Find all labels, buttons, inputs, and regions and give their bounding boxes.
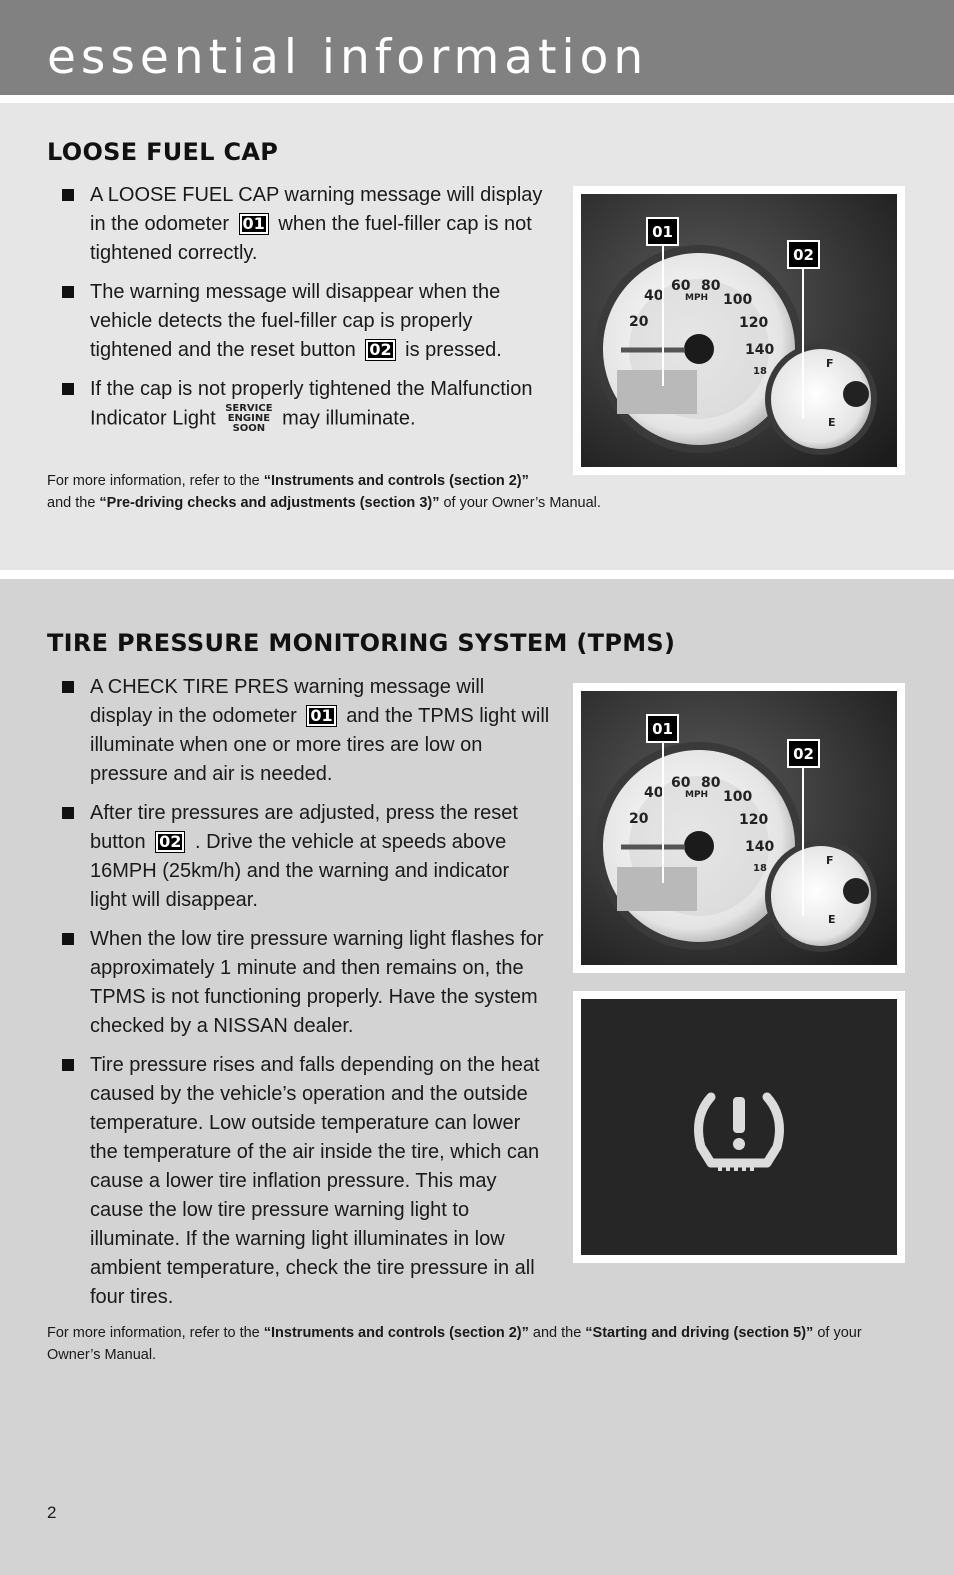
bullet-list <box>60 673 550 1312</box>
gauge-label: 18 <box>753 863 767 874</box>
divider <box>0 95 954 103</box>
page-title: essential information <box>47 30 649 85</box>
service-engine-soon-icon: SERVICE ENGINE SOON <box>225 403 273 434</box>
bullet-square-icon <box>62 286 74 298</box>
bullet-square-icon <box>62 383 74 395</box>
callout-tag: 02 <box>155 831 185 853</box>
callout-02: 02 <box>793 246 814 264</box>
bullet-square-icon <box>62 681 74 693</box>
gauge-cluster-photo <box>573 683 905 973</box>
gauge-label: 18 <box>753 366 767 377</box>
callout-tag: 01 <box>306 705 336 727</box>
tpms-warning-icon <box>581 999 897 1255</box>
list-item: A CHECK TIRE PRES warning message will display in the odometer 01 and the TPMS light will illuminate when one or more tires are low on pressure and air is needed. <box>60 673 550 789</box>
speed-label: 80 <box>701 278 721 294</box>
speed-label: 140 <box>745 342 775 358</box>
mph-label: MPH <box>685 790 709 800</box>
list-item: If the cap is not properly tightened the Malfunction Indicator Light SERVICE ENGINE SOON may illuminate. <box>60 375 550 434</box>
speed-label: 20 <box>629 314 649 330</box>
section-title: TIRE PRESSURE MONITORING SYSTEM (TPMS) <box>47 629 676 657</box>
gauge-cluster-photo <box>573 186 905 475</box>
speed-label: 140 <box>745 839 775 855</box>
speed-label: 20 <box>629 811 649 827</box>
divider <box>0 570 954 579</box>
bullet-square-icon <box>62 189 74 201</box>
speed-label: 60 <box>671 278 691 294</box>
callout-tag: 02 <box>365 339 395 361</box>
page-number: 2 <box>47 1503 57 1522</box>
loose-fuel-cap-section <box>0 103 954 570</box>
speed-label: 60 <box>671 775 691 791</box>
bullet-square-icon <box>62 933 74 945</box>
list-item: Tire pressure rises and falls depending on the heat caused by the vehicle’s operation and the outside temperature. Low outside temperature can lower the temperature of the air inside the tire, which can cause a lower tire inflation pressure. This may cause the low tire pressure warning light to illuminate. If the warning light illuminates in low ambient temperature, check the tire pressure in all four tires. <box>60 1051 550 1312</box>
fuel-empty-label: E <box>828 416 836 429</box>
speed-label: 120 <box>739 812 769 828</box>
bullet-list <box>60 181 550 434</box>
speed-label: 120 <box>739 315 769 331</box>
speed-label: 100 <box>723 789 753 805</box>
list-item: After tire pressures are adjusted, press the reset button 02 . Drive the vehicle at speeds above 16MPH (25km/h) and the warning and indicator light will disappear. <box>60 799 550 915</box>
fuel-empty-label: E <box>828 913 836 926</box>
list-item: When the low tire pressure warning light flashes for approximately 1 minute and then remains on, the TPMS is not functioning properly. Have the system checked by a NISSAN dealer. <box>60 925 550 1041</box>
callout-tag: 01 <box>239 213 269 235</box>
list-item: The warning message will disappear when the vehicle detects the fuel-filler cap is properly tightened and the reset button 02 is pressed. <box>60 278 550 365</box>
mph-label: MPH <box>685 293 709 303</box>
callout-01: 01 <box>652 720 673 738</box>
callout-01: 01 <box>652 223 673 241</box>
list-item: A LOOSE FUEL CAP warning message will display in the odometer 01 when the fuel-filler cap is not tightened correctly. <box>60 181 550 268</box>
reference-note: For more information, refer to the “Instruments and controls (section 2)” and the “Starting and driving (section 5)” of your Owner’s Manual. <box>47 1325 862 1363</box>
reference-note: For more information, refer to the “Instruments and controls (section 2)” and the “Pre-driving checks and adjustments (section 3)” of your Owner’s Manual. <box>47 473 601 511</box>
tpms-warning-light-photo <box>573 991 905 1263</box>
fuel-full-label: F <box>826 357 834 370</box>
bullet-square-icon <box>62 807 74 819</box>
fuel-full-label: F <box>826 854 834 867</box>
section-title: LOOSE FUEL CAP <box>47 138 279 166</box>
tpms-section <box>0 579 954 1575</box>
speed-label: 80 <box>701 775 721 791</box>
bullet-square-icon <box>62 1059 74 1071</box>
callout-02: 02 <box>793 745 814 763</box>
speed-label: 100 <box>723 292 753 308</box>
speed-label: 40 <box>644 785 664 801</box>
speed-label: 40 <box>644 288 664 304</box>
page-header <box>0 0 954 95</box>
